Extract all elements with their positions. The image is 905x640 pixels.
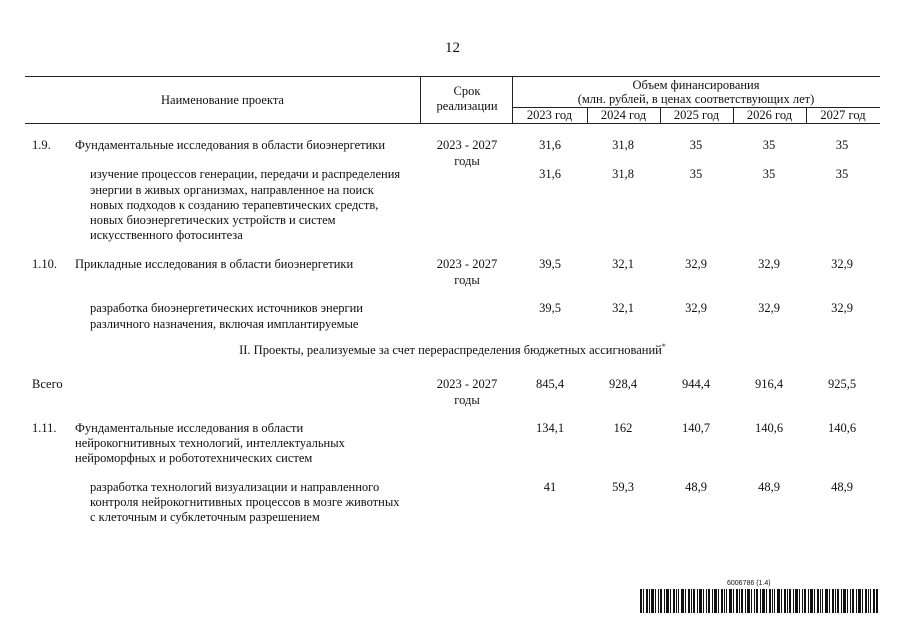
row-number: 1.10.: [32, 257, 57, 271]
value-cell: 32,9: [685, 301, 707, 315]
row-term: 2023 - 2027: [436, 257, 498, 271]
row-term: годы: [454, 393, 480, 407]
value-cell: 140,6: [827, 421, 857, 435]
header-year: 2026 год: [746, 108, 793, 122]
barcode: [640, 589, 878, 613]
value-cell: 916,4: [754, 377, 784, 391]
row-description: с клеточным и субклеточным разрешением: [90, 510, 320, 524]
value-cell: 928,4: [608, 377, 638, 391]
value-cell: 925,5: [827, 377, 857, 391]
value-cell: 31,6: [539, 138, 561, 152]
value-cell: 32,9: [831, 301, 853, 315]
value-cell: 32,1: [612, 257, 634, 271]
barcode-label: 6006786 (1.4): [727, 580, 771, 587]
value-cell: 48,9: [758, 480, 780, 494]
value-cell: 140,7: [681, 421, 711, 435]
value-cell: 59,3: [612, 480, 634, 494]
header-year: 2023 год: [526, 108, 573, 122]
value-cell: 140,6: [754, 421, 784, 435]
header-year: 2025 год: [673, 108, 720, 122]
value-cell: 35: [689, 167, 703, 181]
row-name: Фундаментальные исследования в области биоэнергетики: [75, 138, 386, 152]
value-cell: 32,1: [612, 301, 634, 315]
header-year: 2027 год: [820, 108, 866, 122]
section-heading: [0, 342, 905, 358]
row-name: нейрокогнитивных технологий, интеллектуальных: [75, 436, 345, 450]
row-number: 1.11.: [32, 421, 57, 435]
value-cell: 32,9: [831, 257, 853, 271]
header-top-rule: [25, 76, 880, 77]
value-cell: 31,8: [612, 167, 634, 181]
header-project-name: Наименование проекта: [161, 93, 284, 107]
row-description: различного назначения, включая имплантируемые: [90, 317, 359, 331]
row-name: Фундаментальные исследования в области: [75, 421, 304, 435]
value-cell: 39,5: [539, 301, 561, 315]
header-term: Срок реализации: [436, 84, 498, 113]
row-name: Прикладные исследования в области биоэнергетики: [75, 257, 354, 271]
value-cell: 41: [543, 480, 557, 494]
row-description: изучение процессов генерации, передачи и распределения: [90, 167, 401, 181]
value-cell: 48,9: [831, 480, 853, 494]
total-label: Всего: [32, 377, 63, 391]
row-description: контроля нейрокогнитивных процессов в мозге животных: [90, 495, 400, 509]
row-description: энергии в живых организмах, направленное на поиск: [90, 183, 374, 197]
row-name: нейроморфных и робототехнических систем: [75, 451, 313, 465]
value-cell: 134,1: [535, 421, 565, 435]
value-cell: 32,9: [685, 257, 707, 271]
row-term: годы: [454, 154, 480, 168]
page-number: 12: [445, 40, 460, 56]
value-cell: 944,4: [681, 377, 711, 391]
value-cell: 35: [762, 167, 776, 181]
row-term: 2023 - 2027: [436, 377, 498, 391]
header-divider-1: [420, 76, 421, 123]
row-description: новых биоэнергетических устройств и систем: [90, 213, 336, 227]
value-cell: 31,8: [612, 138, 634, 152]
value-cell: 35: [835, 167, 849, 181]
value-cell: 39,5: [539, 257, 561, 271]
value-cell: 31,6: [539, 167, 561, 181]
value-cell: 845,4: [535, 377, 565, 391]
row-description: разработка технологий визуализации и направленного: [90, 480, 380, 494]
row-number: 1.9.: [32, 138, 51, 152]
row-description: искусственного фотосинтеза: [90, 228, 243, 242]
row-term: 2023 - 2027: [436, 138, 498, 152]
value-cell: 48,9: [685, 480, 707, 494]
row-description: разработка биоэнергетических источников энергии: [90, 301, 363, 315]
value-cell: 162: [613, 421, 633, 435]
value-cell: 32,9: [758, 257, 780, 271]
header-funding: Объем финансирования: [632, 78, 760, 92]
row-description: новых подходов к созданию терапевтических средств,: [90, 198, 379, 212]
section-heading-text: II. Проекты, реализуемые за счет перераспределения бюджетных ассигнований: [239, 343, 662, 358]
header-funding-units: (млн. рублей, в ценах соответствующих лет): [577, 92, 815, 106]
header-bottom-rule: [25, 123, 880, 124]
row-term: годы: [454, 273, 480, 287]
value-cell: 35: [689, 138, 703, 152]
value-cell: 32,9: [758, 301, 780, 315]
value-cell: 35: [835, 138, 849, 152]
footnote-mark: *: [661, 342, 666, 351]
value-cell: 35: [762, 138, 776, 152]
header-year: 2024 год: [600, 108, 647, 122]
